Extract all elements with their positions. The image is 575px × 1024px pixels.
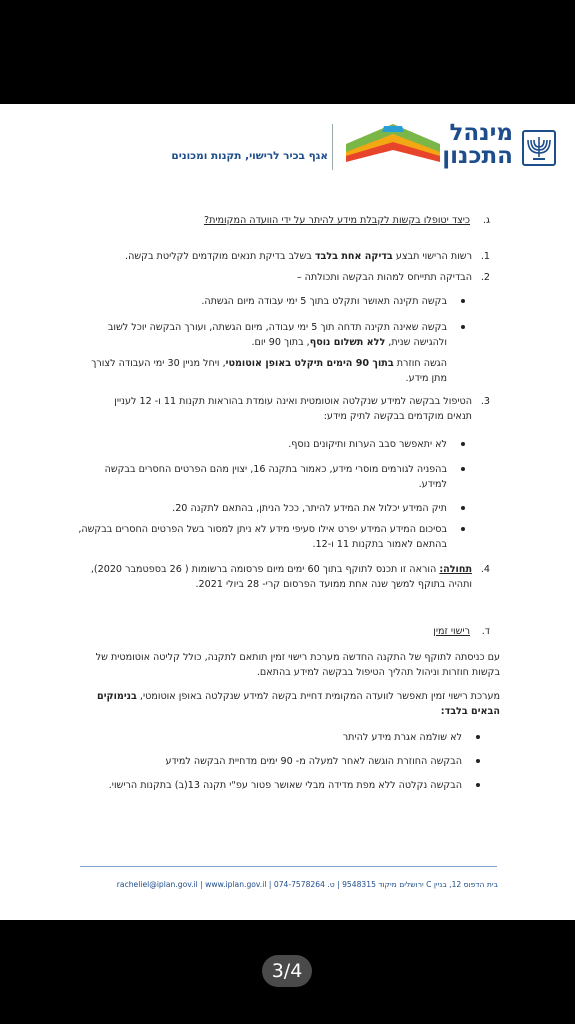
bullet-icon xyxy=(461,527,465,531)
viewer-top-bar xyxy=(0,0,575,104)
section-d-heading xyxy=(80,624,490,639)
footer-website[interactable]: www.iplan.gov.il xyxy=(205,880,267,889)
bullet-icon xyxy=(461,467,465,471)
item-text: רשות הרישוי תבצע xyxy=(392,251,472,262)
footer-address: בית הדפוס 12, בניין C ירושלים מיקוד 9548315 xyxy=(342,880,498,889)
footer-phone-label: ט. xyxy=(327,880,335,889)
item-text: הבדיקה תתייחס למהות הבקשה ותכולתה – xyxy=(296,272,472,283)
bullet-text: הבקשה החוזרת הוגשה לאחר למעלה מ- 90 ימים מדחיית הבקשה למידע xyxy=(165,756,462,767)
item-bold-text: בדיקה אחת בלבד xyxy=(314,251,393,262)
menorah-emblem-icon xyxy=(522,130,556,166)
org-logo-text xyxy=(437,122,513,168)
bullet-bold-text: ללא תשלום נוסף xyxy=(309,337,386,348)
bullet-text: בקשה תקינה תאושר ותקלט בתוך 5 ימי עבודה מיום הגשתה. xyxy=(201,296,447,307)
footer xyxy=(78,880,498,889)
bullet-text: בהפניה לגורמים מוסרי מידע, כאמור בתקנה 16, יצוין מהם הפרטים החסרים בבקשה למידע. xyxy=(104,464,447,490)
paragraph: עם כניסתה לתוקף של התקנה החדשה מערכת רישוי זמין תותאם לתקנה, כולל קליטה אוטומטית של בקשות חוזרות וניהול תהליך הטיפול בבקשה למידע בהתאם. xyxy=(95,652,500,678)
item-bold-label: תחולה: xyxy=(439,564,472,575)
org-line-1: מינהל xyxy=(449,120,513,146)
bullet-icon xyxy=(461,506,465,510)
bullet-text: תיק המידע יכלול את המידע להיתר, ככל הניתן, בהתאם לתקנה 20. xyxy=(172,503,447,514)
bullet-icon xyxy=(461,325,465,329)
paragraph-text: מערכת רישוי זמין תאפשר לוועדה המקומית דחיית בקשה למידע שנקלטה באופן אוטומטי, xyxy=(136,691,500,702)
resubmit-note xyxy=(75,356,465,386)
bullet-item xyxy=(75,437,465,452)
bullet-text: הבקשה נקלטה ללא מפת מדידה מבלי שאושר פטור עפ"י תקנה 13(ב) בתקנות הרישוי. xyxy=(108,780,462,791)
footer-separator: | xyxy=(337,880,340,889)
bullet-icon xyxy=(476,735,480,739)
item-number: 1. xyxy=(480,251,490,262)
item-number: 4. xyxy=(480,564,490,575)
paragraph-bold-text: בנימוקים הבאים בלבד: xyxy=(97,691,500,717)
item-number: 2. xyxy=(480,272,490,283)
item-text: בשלב בדיקת תנאים מוקדמים לקליטת בקשה. xyxy=(125,251,315,262)
bullet-item xyxy=(70,754,480,769)
section-g-label: ג. xyxy=(482,215,490,226)
bullet-item xyxy=(75,522,465,552)
bullet-text: בסיכום המידע המידע יפרט אילו סעיפי מידע לא ניתן למסור בשל הפרטים החסרים בבקשה, בהתאם לאמור בתקנות 11 ו-12. xyxy=(78,524,447,550)
bullet-text: בקשה שאינה תקינה תדחה תוך 5 ימי עבודה, מיום הגשתה, ועורך הבקשה יוכל לשוב ולהגישה שנית, xyxy=(107,322,447,348)
bullet-icon xyxy=(476,759,480,763)
footer-separator: | xyxy=(200,880,203,889)
department-name: אגף בכיר לרישוי, תקנות ומכונים xyxy=(171,150,328,162)
note-text: , ויחל מניין 30 ימי העבודה לצורך מתן מידע. xyxy=(91,358,447,384)
bullet-item xyxy=(70,778,480,793)
bullet-text: , בתוך 90 יום. xyxy=(251,337,310,348)
note-text: הגשה חוזרת xyxy=(393,358,447,369)
footer-separator: | xyxy=(268,880,272,889)
document-page[interactable] xyxy=(0,104,575,920)
footer-email[interactable]: racheliel@iplan.gov.il xyxy=(116,880,198,889)
bullet-item xyxy=(75,501,465,516)
org-line-2: התכנון xyxy=(442,143,513,169)
list-item-4 xyxy=(90,562,490,592)
note-bold-text: בתוך 90 הימים תיקלט באופן אוטומטי xyxy=(225,358,394,369)
item-text: הוראה זו תכנס לתוקף בתוך 60 ימים מיום פרסומה ברשומות ( 26 בספטמבר 2020), ותהיה בתוקף למשך שנה אחת ממועד הפרסום קרי- 28 ביולי 2021. xyxy=(90,564,472,590)
bullet-icon xyxy=(461,442,465,446)
bullet-item xyxy=(75,320,465,350)
section-g-title: כיצד יטופלו בקשות לקבלת מידע להיתר על ידי הוועדה המקומית? xyxy=(203,215,470,226)
chevron-logo-icon xyxy=(344,122,442,166)
page-indicator: 3/4 xyxy=(262,955,312,987)
section-g-heading xyxy=(80,213,490,228)
section-d-title: רישוי זמין xyxy=(433,626,470,637)
footer-phone[interactable]: 074-7578264 xyxy=(273,880,325,889)
bullet-icon xyxy=(461,299,465,303)
bullet-item xyxy=(70,730,480,745)
bullet-text: לא שולמה אגרת מידע להיתר xyxy=(342,732,462,743)
bullet-icon xyxy=(476,783,480,787)
bullet-item xyxy=(75,462,465,492)
footer-divider xyxy=(80,866,497,867)
bullet-item xyxy=(75,294,465,309)
item-text: הטיפול בבקשה למידע שנקלטה אוטומטית ואינה עומדת בהוראות תקנות 11 ו- 12 לעניין תנאים מוקדמים בבקשה לתיק מידע: xyxy=(114,396,472,422)
bullet-text: לא יתאפשר סבב הערות ותיקונים נוסף. xyxy=(288,439,447,450)
list-item-2 xyxy=(90,270,490,285)
header-divider xyxy=(332,124,333,170)
list-item-1 xyxy=(90,249,490,264)
paragraph xyxy=(80,689,500,719)
item-number: 3. xyxy=(480,396,490,407)
list-item-3 xyxy=(90,394,490,424)
section-d-label: ד. xyxy=(481,626,490,637)
